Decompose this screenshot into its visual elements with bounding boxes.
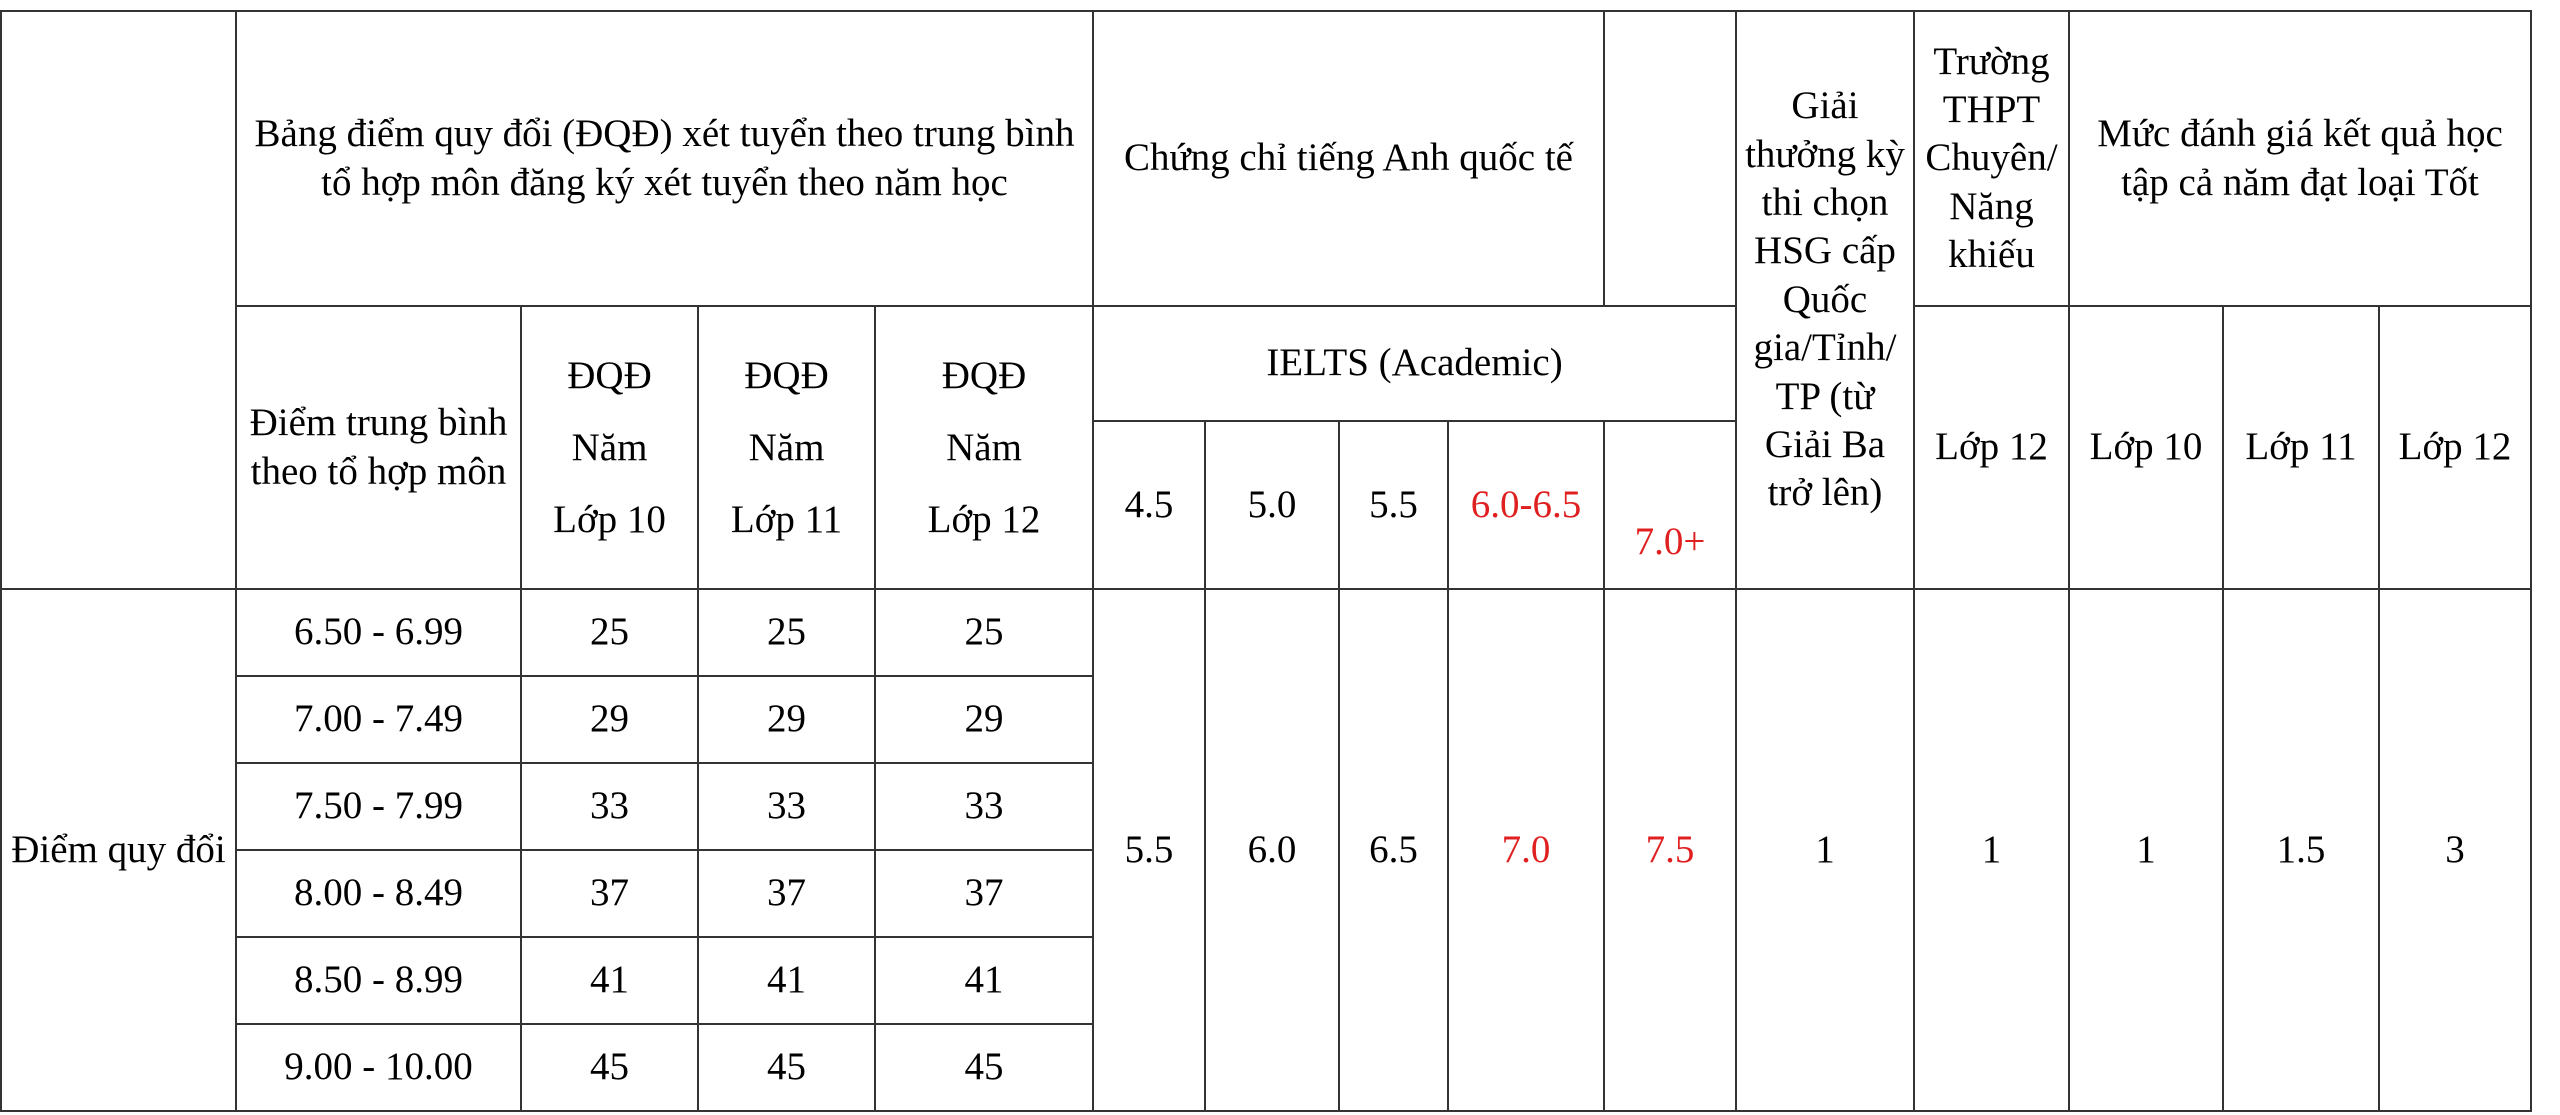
school-converted: 1 [1914, 589, 2069, 1111]
corner-cell [1, 11, 236, 589]
english-cert-header: Chứng chỉ tiếng Anh quốc tế [1093, 11, 1604, 306]
score-cell: 29 [521, 676, 698, 763]
score-cell: 33 [521, 763, 698, 850]
ielts-level-7-0-plus: 7.0+ [1604, 421, 1736, 589]
score-cell: 45 [875, 1024, 1093, 1111]
table-row [1, 589, 2531, 676]
assess-lop10-converted: 1 [2069, 589, 2223, 1111]
range-cell: 8.50 - 8.99 [236, 937, 521, 1024]
score-cell: 25 [875, 589, 1093, 676]
range-cell: 7.00 - 7.49 [236, 676, 521, 763]
ielts-level-6-0-6-5: 6.0-6.5 [1448, 421, 1604, 589]
score-cell: 45 [521, 1024, 698, 1111]
ielts-converted-5-0: 6.0 [1205, 589, 1339, 1111]
score-cell: 33 [875, 763, 1093, 850]
ielts-level-4-5: 4.5 [1093, 421, 1205, 589]
conversion-table [0, 10, 2532, 1112]
score-cell: 37 [521, 850, 698, 937]
score-cell: 25 [521, 589, 698, 676]
assess-lop12-header: Lớp 12 [2379, 306, 2531, 589]
assess-lop10-header: Lớp 10 [2069, 306, 2223, 589]
assessment-header: Mức đánh giá kết quả học tập cả năm đạt loại Tốt [2069, 11, 2531, 306]
assess-lop12-converted: 3 [2379, 589, 2531, 1111]
dqd-lop11-header: ĐQĐ Năm Lớp 11 [698, 306, 875, 589]
ielts-level-5-0: 5.0 [1205, 421, 1339, 589]
range-cell: 9.00 - 10.00 [236, 1024, 521, 1111]
assess-lop11-converted: 1.5 [2223, 589, 2379, 1111]
range-cell: 6.50 - 6.99 [236, 589, 521, 676]
score-cell: 41 [875, 937, 1093, 1024]
ielts-level-5-5: 5.5 [1339, 421, 1448, 589]
score-cell: 41 [698, 937, 875, 1024]
avg-score-header: Điểm trung bình theo tổ hợp môn [236, 306, 521, 589]
range-cell: 8.00 - 8.49 [236, 850, 521, 937]
award-header: Giải thưởng kỳ thi chọn HSG cấp Quốc gia/Tỉnh/ TP (từ Giải Ba trở lên) [1736, 11, 1914, 589]
score-cell: 29 [875, 676, 1093, 763]
score-cell: 45 [698, 1024, 875, 1111]
award-converted: 1 [1736, 589, 1914, 1111]
school-lop12-header: Lớp 12 [1914, 306, 2069, 589]
ielts-converted-7-0: 7.5 [1604, 589, 1736, 1111]
score-cell: 37 [698, 850, 875, 937]
range-cell: 7.50 - 7.99 [236, 763, 521, 850]
ielts-converted-6-0: 7.0 [1448, 589, 1604, 1111]
dqd-title: Bảng điểm quy đổi (ĐQĐ) xét tuyển theo trung bình tổ hợp môn đăng ký xét tuyển theo năm học [236, 11, 1093, 306]
ielts-converted-4-5: 5.5 [1093, 589, 1205, 1111]
ielts-header: IELTS (Academic) [1093, 306, 1736, 421]
score-cell: 29 [698, 676, 875, 763]
score-cell: 33 [698, 763, 875, 850]
school-header: Trường THPT Chuyên/ Năng khiếu [1914, 11, 2069, 306]
dqd-lop10-header: ĐQĐ Năm Lớp 10 [521, 306, 698, 589]
score-cell: 25 [698, 589, 875, 676]
row-label: Điểm quy đổi [1, 589, 236, 1111]
empty-header-cell [1604, 11, 1736, 306]
dqd-lop12-header: ĐQĐ Năm Lớp 12 [875, 306, 1093, 589]
assess-lop11-header: Lớp 11 [2223, 306, 2379, 589]
score-cell: 37 [875, 850, 1093, 937]
ielts-converted-5-5: 6.5 [1339, 589, 1448, 1111]
score-cell: 41 [521, 937, 698, 1024]
